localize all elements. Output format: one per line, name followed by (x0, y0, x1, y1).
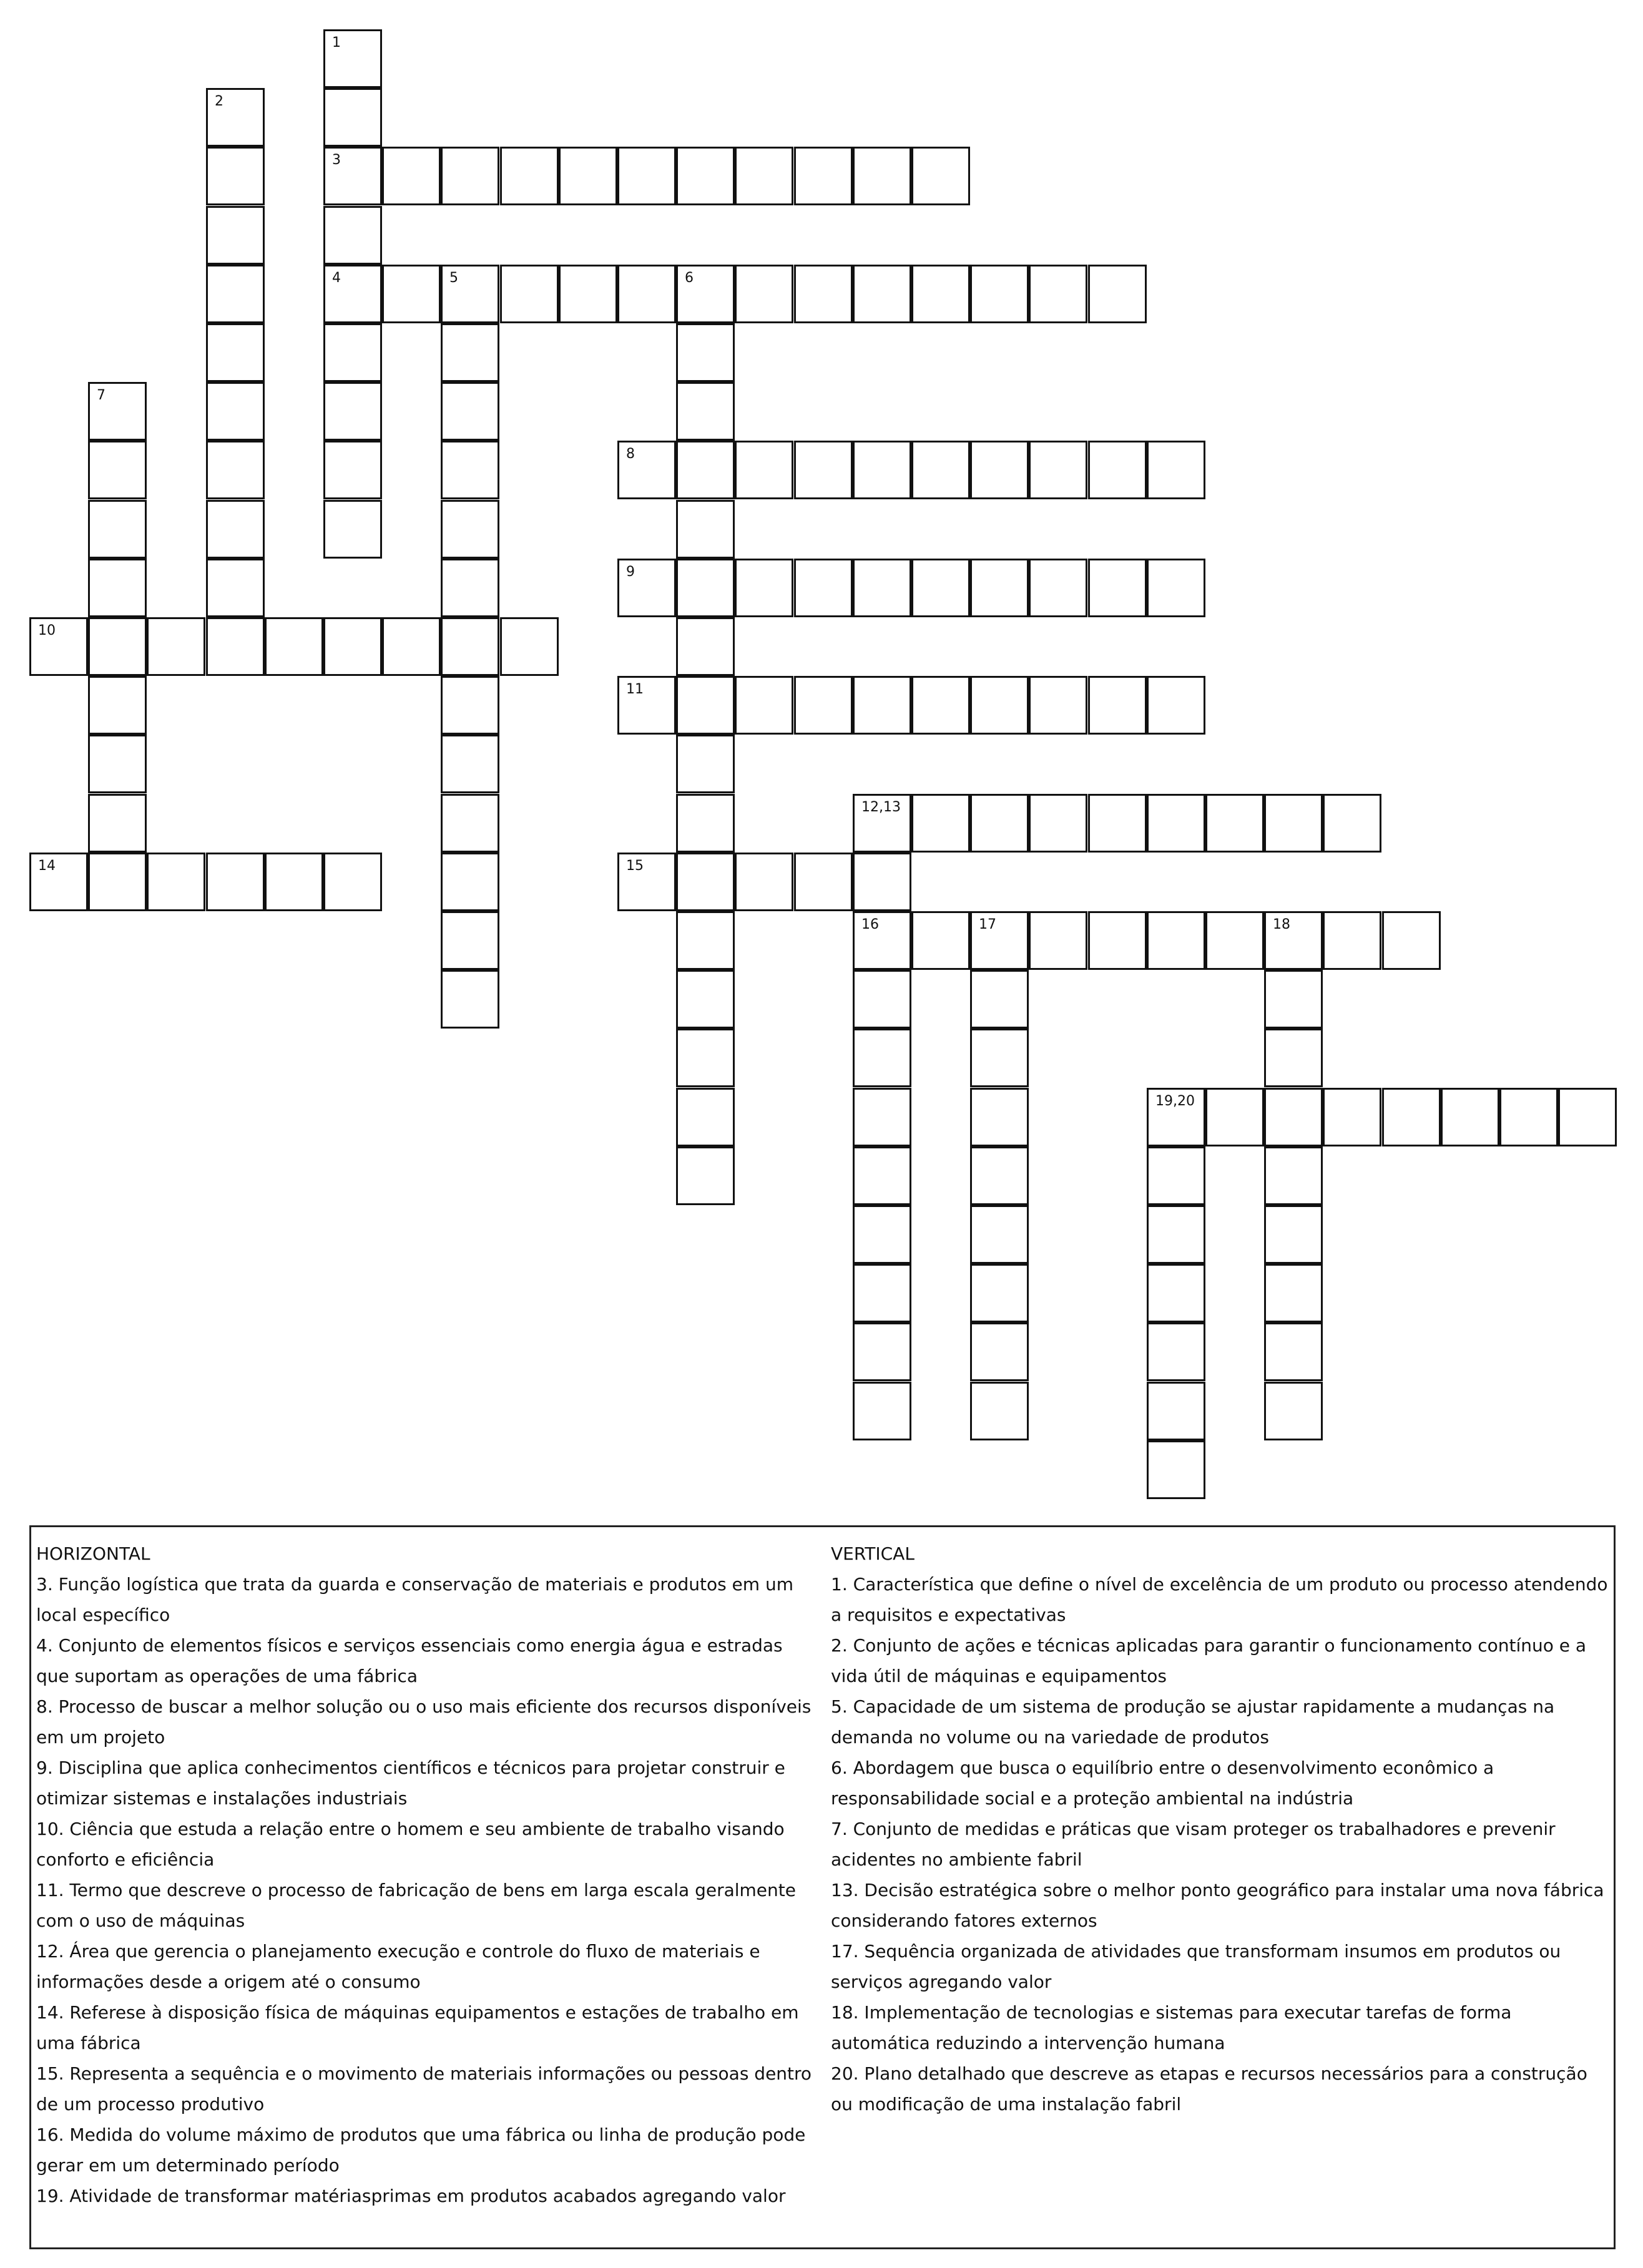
clue-down-17: 17. Sequência organizada de atividades que transformam insumos em produtos ou serviços agregando valor (831, 1941, 1561, 1992)
grid-cell[interactable] (1147, 794, 1205, 853)
grid-cell[interactable] (735, 441, 793, 499)
grid-cell[interactable] (323, 617, 382, 676)
grid-cell[interactable] (1147, 1322, 1205, 1381)
grid-cell[interactable] (794, 853, 853, 911)
grid-cell[interactable] (323, 382, 382, 441)
grid-cell[interactable] (1088, 559, 1147, 617)
grid-cell[interactable] (441, 676, 499, 735)
grid-cell[interactable] (970, 1088, 1029, 1146)
grid-cell[interactable] (265, 853, 323, 911)
grid-cell[interactable] (206, 441, 265, 499)
grid-cell[interactable] (1029, 911, 1087, 970)
grid-cell[interactable] (676, 1029, 735, 1087)
grid-cell[interactable] (970, 1146, 1029, 1205)
clue-number: 1 (332, 35, 341, 51)
clue-across-9: 9. Disciplina que aplica conhecimentos científicos e técnicos para projetar construir e otimizar sistemas e instalações industriais (36, 1757, 785, 1809)
clue-down-18: 18. Implementação de tecnologias e sistemas para executar tarefas de forma automática reduzindo a intervenção humana (831, 2002, 1512, 2053)
grid-cell[interactable] (853, 794, 911, 853)
clue-number: 5 (449, 270, 458, 286)
grid-cell[interactable] (382, 617, 441, 676)
grid-cell[interactable] (970, 1322, 1029, 1381)
grid-cell[interactable] (676, 441, 735, 499)
clue-down-2: 2. Conjunto de ações e técnicas aplicadas para garantir o funcionamento contínuo e a vida útil de máquinas e equipamentos (831, 1635, 1587, 1686)
grid-cell[interactable] (559, 147, 617, 205)
grid-cell[interactable] (853, 1146, 911, 1205)
grid-cell[interactable] (853, 1382, 911, 1440)
grid-cell[interactable] (1264, 1382, 1323, 1440)
grid-cell[interactable] (1264, 1146, 1323, 1205)
grid-cell[interactable] (970, 676, 1029, 735)
grid-cell[interactable] (911, 265, 970, 323)
grid-cell[interactable] (853, 676, 911, 735)
grid-cell[interactable] (617, 441, 676, 499)
grid-cell[interactable] (970, 265, 1029, 323)
grid-cell[interactable] (441, 323, 499, 382)
grid-cell[interactable] (794, 441, 853, 499)
clue-across-8: 8. Processo de buscar a melhor solução ou o uso mais eficiente dos recursos disponíveis em um projeto (36, 1696, 812, 1747)
grid-cell[interactable] (853, 1264, 911, 1322)
grid-cell[interactable] (911, 147, 970, 205)
grid-cell[interactable] (617, 559, 676, 617)
grid-cell[interactable] (970, 1382, 1029, 1440)
grid-cell[interactable] (441, 735, 499, 793)
grid-cell[interactable] (88, 617, 147, 676)
grid-cell[interactable] (1147, 1440, 1205, 1499)
grid-cell[interactable] (676, 911, 735, 970)
clue-number: 15 (626, 858, 644, 874)
clue-across-4: 4. Conjunto de elementos físicos e serviços essenciais como energia água e estradas que suportam as operações de uma fábrica (36, 1635, 783, 1686)
clue-number: 8 (626, 446, 635, 462)
grid-cell[interactable] (676, 853, 735, 911)
clue-across-19: 19. Atividade de transformar matériasprimas em produtos acabados agregando valor (36, 2186, 786, 2206)
grid-cell[interactable] (970, 911, 1029, 970)
grid-cell[interactable] (1029, 265, 1087, 323)
grid-cell[interactable] (88, 853, 147, 911)
grid-cell[interactable] (676, 147, 735, 205)
grid-cell[interactable] (88, 441, 147, 499)
clue-number: 19,20 (1155, 1093, 1195, 1109)
grid-cell[interactable] (1382, 1088, 1441, 1146)
grid-cell[interactable] (323, 265, 382, 323)
grid-cell[interactable] (1088, 676, 1147, 735)
grid-cell[interactable] (1029, 441, 1087, 499)
grid-cell[interactable] (911, 794, 970, 853)
clue-down-6: 6. Abordagem que busca o equilíbrio entre o desenvolvimento econômico a responsabilidade social e a proteção ambiental na indústria (831, 1757, 1494, 1809)
grid-cell[interactable] (676, 794, 735, 853)
grid-cell[interactable] (382, 147, 441, 205)
grid-cell[interactable] (676, 1146, 735, 1205)
grid-cell[interactable] (323, 853, 382, 911)
grid-cell[interactable] (853, 853, 911, 911)
grid-cell[interactable] (1147, 676, 1205, 735)
grid-cell[interactable] (676, 265, 735, 323)
clue-across-10: 10. Ciência que estuda a relação entre o homem e seu ambiente de trabalho visando conforto e eficiência (36, 1819, 785, 1870)
grid-cell[interactable] (1264, 1264, 1323, 1322)
grid-cell[interactable] (206, 559, 265, 617)
grid-cell[interactable] (323, 500, 382, 559)
clues-box (29, 1525, 1616, 2249)
grid-cell[interactable] (1147, 559, 1205, 617)
grid-cell[interactable] (676, 735, 735, 793)
grid-cell[interactable] (853, 147, 911, 205)
clue-down-20: 20. Plano detalhado que descreve as etapas e recursos necessários para a construção ou modificação de uma instalação fabril (831, 2063, 1587, 2114)
grid-cell[interactable] (500, 147, 559, 205)
grid-cell[interactable] (970, 1029, 1029, 1087)
grid-cell[interactable] (1029, 676, 1087, 735)
grid-cell[interactable] (1205, 1088, 1264, 1146)
grid-cell[interactable] (676, 323, 735, 382)
grid-cell[interactable] (441, 853, 499, 911)
grid-cell[interactable] (970, 970, 1029, 1029)
grid-cell[interactable] (265, 617, 323, 676)
clue-across-15: 15. Representa a sequência e o movimento de materiais informações ou pessoas dentro de um processo produtivo (36, 2063, 812, 2114)
grid-cell[interactable] (206, 323, 265, 382)
grid-cell[interactable] (735, 147, 793, 205)
grid-cell[interactable] (676, 559, 735, 617)
grid-cell[interactable] (1323, 794, 1381, 853)
grid-cell[interactable] (1264, 794, 1323, 853)
grid-cell[interactable] (441, 147, 499, 205)
grid-cell[interactable] (735, 676, 793, 735)
grid-cell[interactable] (1264, 1088, 1323, 1146)
clue-number: 12,13 (861, 799, 901, 815)
grid-cell[interactable] (853, 1029, 911, 1087)
grid-cell[interactable] (970, 559, 1029, 617)
grid-cell[interactable] (853, 1322, 911, 1381)
grid-cell[interactable] (382, 265, 441, 323)
grid-cell[interactable] (794, 676, 853, 735)
clue-down-5: 5. Capacidade de um sistema de produção se ajustar rapidamente a mudanças na demanda no volume ou na variedade de produtos (831, 1696, 1555, 1747)
grid-cell[interactable] (441, 970, 499, 1029)
clue-number: 3 (332, 152, 341, 168)
grid-cell[interactable] (1264, 1322, 1323, 1381)
grid-cell[interactable] (323, 323, 382, 382)
grid-cell[interactable] (147, 617, 205, 676)
clue-number: 18 (1273, 917, 1290, 932)
vertical-clues (831, 1538, 1614, 2119)
grid-cell[interactable] (441, 794, 499, 853)
grid-cell[interactable] (735, 853, 793, 911)
vertical-heading: VERTICAL (831, 1543, 915, 1564)
grid-cell[interactable] (88, 382, 147, 441)
grid-cell[interactable] (970, 1205, 1029, 1264)
clue-across-11: 11. Termo que descreve o processo de fabricação de bens em larga escala geralmente com o uso de máquinas (36, 1880, 796, 1931)
clue-across-3: 3. Função logística que trata da guarda e conservação de materiais e produtos em um local específico (36, 1574, 793, 1625)
grid-cell[interactable] (911, 559, 970, 617)
grid-cell[interactable] (206, 206, 265, 265)
grid-cell[interactable] (853, 1088, 911, 1146)
grid-cell[interactable] (970, 1264, 1029, 1322)
grid-cell[interactable] (853, 911, 911, 970)
grid-cell[interactable] (559, 265, 617, 323)
grid-cell[interactable] (1558, 1088, 1617, 1146)
grid-cell[interactable] (323, 147, 382, 205)
clue-across-12: 12. Área que gerencia o planejamento execução e controle do fluxo de materiais e informações desde a origem até o consumo (36, 1941, 760, 1992)
grid-cell[interactable] (1264, 1205, 1323, 1264)
grid-cell[interactable] (1264, 1029, 1323, 1087)
grid-cell[interactable] (1147, 1382, 1205, 1440)
grid-cell[interactable] (911, 441, 970, 499)
clue-down-13: 13. Decisão estratégica sobre o melhor ponto geográfico para instalar uma nova fábrica considerando fatores externos (831, 1880, 1604, 1931)
grid-cell[interactable] (1088, 794, 1147, 853)
grid-cell[interactable] (206, 382, 265, 441)
grid-cell[interactable] (147, 853, 205, 911)
grid-cell[interactable] (1147, 1088, 1205, 1146)
grid-cell[interactable] (441, 382, 499, 441)
grid-cell[interactable] (853, 441, 911, 499)
grid-cell[interactable] (1029, 559, 1087, 617)
grid-cell[interactable] (88, 500, 147, 559)
grid-cell[interactable] (206, 265, 265, 323)
grid-cell[interactable] (1147, 911, 1205, 970)
grid-cell[interactable] (323, 441, 382, 499)
grid-cell[interactable] (1264, 970, 1323, 1029)
grid-cell[interactable] (735, 559, 793, 617)
grid-cell[interactable] (1088, 441, 1147, 499)
grid-cell[interactable] (323, 88, 382, 147)
grid-cell[interactable] (1147, 1146, 1205, 1205)
grid-cell[interactable] (794, 265, 853, 323)
grid-cell[interactable] (441, 617, 499, 676)
grid-cell[interactable] (441, 559, 499, 617)
clue-number: 9 (626, 564, 635, 580)
horizontal-clues (36, 1538, 820, 2211)
grid-cell[interactable] (1029, 794, 1087, 853)
grid-cell[interactable] (88, 794, 147, 853)
grid-cell[interactable] (441, 500, 499, 559)
horizontal-heading: HORIZONTAL (36, 1543, 150, 1564)
grid-cell[interactable] (853, 559, 911, 617)
grid-cell[interactable] (441, 441, 499, 499)
grid-cell[interactable] (206, 853, 265, 911)
grid-cell[interactable] (1205, 911, 1264, 970)
grid-cell[interactable] (1088, 911, 1147, 970)
grid-cell[interactable] (1147, 1205, 1205, 1264)
grid-cell[interactable] (970, 441, 1029, 499)
grid-cell[interactable] (1323, 911, 1381, 970)
clue-down-7: 7. Conjunto de medidas e práticas que visam proteger os trabalhadores e prevenir acidentes no ambiente fabril (831, 1819, 1556, 1870)
grid-cell[interactable] (1147, 1264, 1205, 1322)
grid-cell[interactable] (1264, 911, 1323, 970)
clue-number: 11 (626, 682, 644, 697)
grid-cell[interactable] (88, 559, 147, 617)
clue-number: 2 (215, 94, 223, 109)
grid-cell[interactable] (323, 206, 382, 265)
grid-cell[interactable] (617, 147, 676, 205)
grid-cell[interactable] (206, 500, 265, 559)
grid-cell[interactable] (500, 617, 559, 676)
grid-cell[interactable] (206, 147, 265, 205)
clue-number: 6 (685, 270, 694, 286)
grid-cell[interactable] (500, 265, 559, 323)
grid-cell[interactable] (1382, 911, 1441, 970)
clue-number: 14 (38, 858, 56, 874)
clue-number: 4 (332, 270, 341, 286)
grid-cell[interactable] (441, 911, 499, 970)
grid-cell[interactable] (1323, 1088, 1381, 1146)
grid-cell[interactable] (1499, 1088, 1558, 1146)
grid-cell[interactable] (88, 676, 147, 735)
clue-number: 10 (38, 623, 56, 638)
clue-number: 16 (861, 917, 879, 932)
clue-number: 17 (979, 917, 996, 932)
grid-cell[interactable] (911, 676, 970, 735)
grid-cell[interactable] (853, 265, 911, 323)
grid-cell[interactable] (88, 735, 147, 793)
grid-cell[interactable] (735, 265, 793, 323)
grid-cell[interactable] (617, 676, 676, 735)
grid-cell[interactable] (206, 88, 265, 147)
grid-cell[interactable] (29, 853, 88, 911)
grid-cell[interactable] (617, 853, 676, 911)
grid-cell[interactable] (1147, 441, 1205, 499)
grid-cell[interactable] (853, 1205, 911, 1264)
clue-across-14: 14. Referese à disposição física de máquinas equipamentos e estações de trabalho em uma fábrica (36, 2002, 799, 2053)
grid-cell[interactable] (323, 29, 382, 88)
grid-cell[interactable] (1088, 265, 1147, 323)
grid-cell[interactable] (206, 617, 265, 676)
grid-cell[interactable] (911, 911, 970, 970)
grid-cell[interactable] (617, 265, 676, 323)
grid-cell[interactable] (676, 617, 735, 676)
grid-cell[interactable] (794, 559, 853, 617)
grid-cell[interactable] (676, 970, 735, 1029)
grid-cell[interactable] (676, 382, 735, 441)
grid-cell[interactable] (676, 500, 735, 559)
clue-number: 7 (97, 388, 105, 403)
grid-cell[interactable] (676, 676, 735, 735)
grid-cell[interactable] (1441, 1088, 1499, 1146)
clue-across-16: 16. Medida do volume máximo de produtos que uma fábrica ou linha de produção pode gerar em um determinado período (36, 2124, 806, 2176)
grid-cell[interactable] (29, 617, 88, 676)
grid-cell[interactable] (676, 1088, 735, 1146)
grid-cell[interactable] (1205, 794, 1264, 853)
grid-cell[interactable] (970, 794, 1029, 853)
grid-cell[interactable] (441, 265, 499, 323)
clue-down-1: 1. Característica que define o nível de excelência de um produto ou processo atendendo a requisitos e expectativas (831, 1574, 1608, 1625)
grid-cell[interactable] (794, 147, 853, 205)
grid-cell[interactable] (853, 970, 911, 1029)
